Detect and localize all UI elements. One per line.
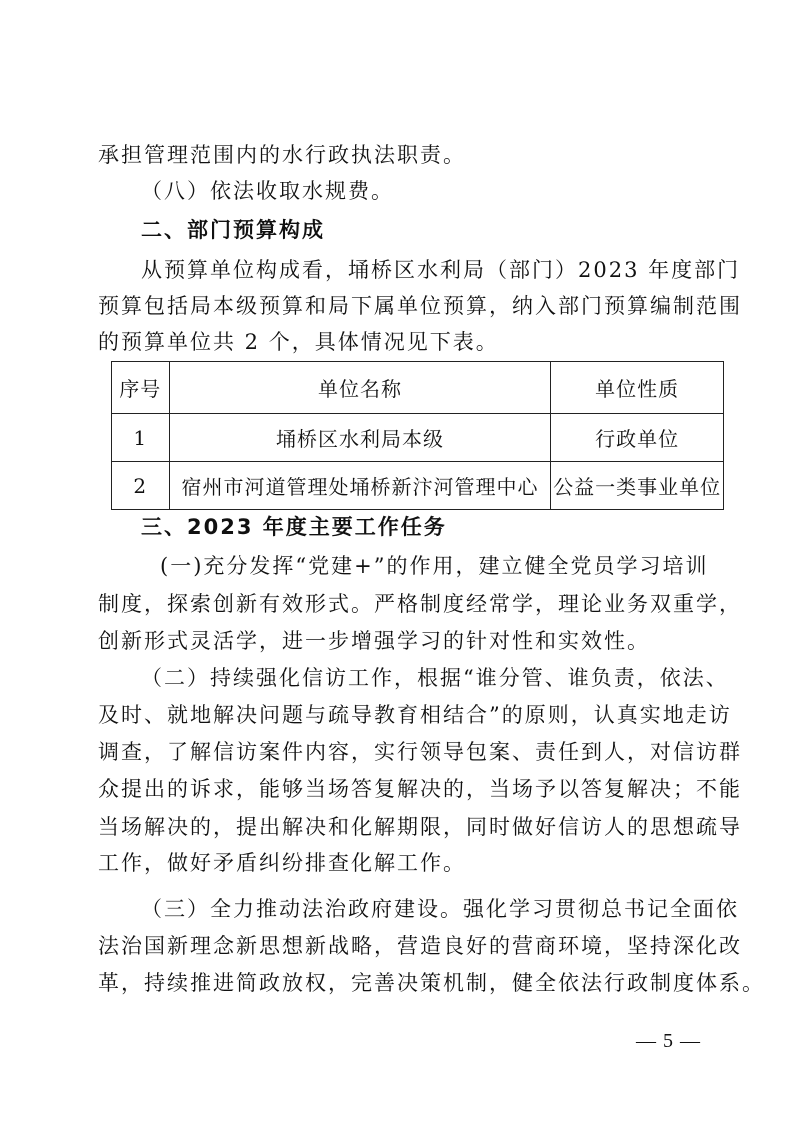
paragraph-line: 承担管理范围内的水行政执法职责。 xyxy=(98,143,466,167)
table-cell: 公益一类事业单位 xyxy=(551,462,724,510)
paragraph-line: (一)充分发挥“党建+”的作用，建立健全党员学习培训 xyxy=(160,554,709,578)
paragraph-line: 创新形式灵活学，进一步增强学习的针对性和实效性。 xyxy=(98,629,650,653)
paragraph-line: （三）全力推动法治政府建设。强化学习贯彻总书记全面依 xyxy=(141,897,739,921)
table-header-cell: 单位名称 xyxy=(169,362,551,414)
paragraph-line: 预算包括局本级预算和局下属单位预算，纳入部门预算编制范围 xyxy=(98,294,742,318)
table-row xyxy=(112,414,724,462)
page-number: — 5 — xyxy=(636,1030,701,1052)
table-header-cell: 单位性质 xyxy=(551,362,724,414)
paragraph-line: 制度，探索创新有效形式。严格制度经常学，理论业务双重学， xyxy=(98,592,742,616)
budget-unit-table xyxy=(111,361,724,510)
paragraph-line: 从预算单位构成看，埇桥区水利局（部门）2023 年度部门 xyxy=(141,258,741,282)
table-cell: 2 xyxy=(112,462,170,510)
table-cell: 1 xyxy=(112,414,170,462)
table-cell: 埇桥区水利局本级 xyxy=(169,414,551,462)
paragraph-line: （八）依法收取水规费。 xyxy=(141,179,394,203)
table-header-row xyxy=(112,362,724,414)
paragraph-line: 当场解决的，提出解决和化解期限，同时做好信访人的思想疏导 xyxy=(98,815,742,839)
paragraph-line: 革，持续推进简政放权，完善决策机制，健全依法行政制度体系。 xyxy=(98,971,765,995)
paragraph-line: 法治国新理念新思想新战略，营造良好的营商环境，坚持深化改 xyxy=(98,934,742,958)
paragraph-line: 调查，了解信访案件内容，实行领导包案、责任到人，对信访群 xyxy=(98,740,742,764)
paragraph-line: 众提出的诉求，能够当场答复解决的，当场予以答复解决；不能 xyxy=(98,777,742,801)
paragraph-line: 的预算单位共 2 个，具体情况见下表。 xyxy=(98,330,499,354)
paragraph-line: （二）持续强化信访工作，根据“谁分管、谁负责，依法、 xyxy=(141,666,729,690)
table-header-cell: 序号 xyxy=(112,362,170,414)
section-heading: 三、2023 年度主要工作任务 xyxy=(141,515,447,539)
section-heading: 二、部门预算构成 xyxy=(141,218,325,242)
table-row xyxy=(112,462,724,510)
paragraph-line: 工作，做好矛盾纠纷排查化解工作。 xyxy=(98,851,466,875)
paragraph-line: 及时、就地解决问题与疏导教育相结合”的原则，认真实地走访 xyxy=(98,703,732,727)
table-cell: 行政单位 xyxy=(551,414,724,462)
table-cell: 宿州市河道管理处埇桥新汴河管理中心 xyxy=(169,462,551,510)
